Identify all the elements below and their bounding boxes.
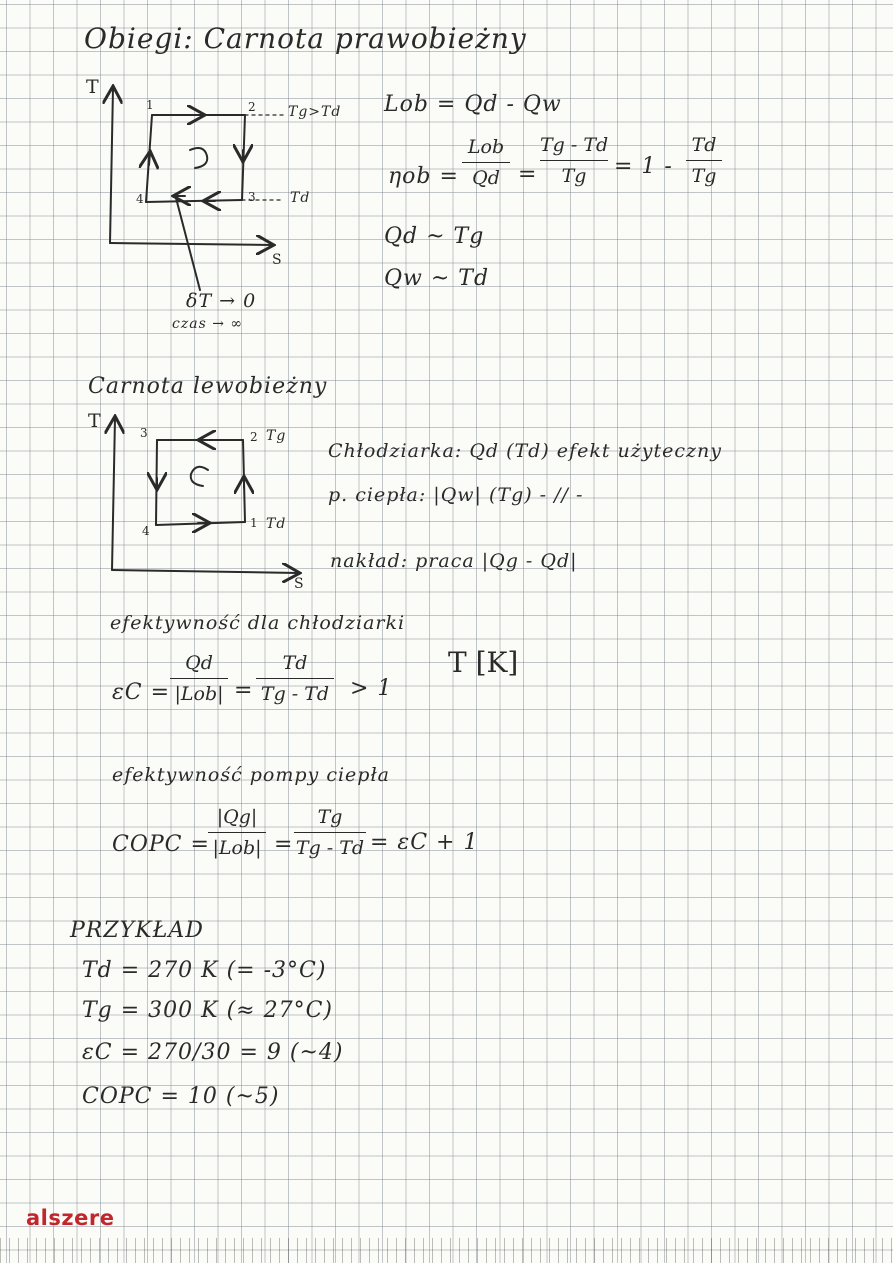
corner-label: 1	[146, 98, 154, 112]
cop-pump-lhs: COPC =	[112, 832, 210, 857]
corner-label: 2	[250, 430, 258, 444]
fraction	[208, 806, 266, 859]
unit-note: T [K]	[448, 646, 519, 679]
denominator: |Lob|	[212, 837, 262, 859]
greater-than-one: > 1	[350, 676, 393, 701]
section-heading: efektywność pompy ciepła	[112, 764, 390, 786]
axis-t-label: T	[86, 76, 99, 98]
numerator: Qd	[185, 652, 213, 674]
cop-fridge-lhs: εC =	[112, 680, 171, 705]
denominator: Tg - Td	[295, 837, 365, 859]
corner-label: 3	[140, 426, 148, 440]
t-axis	[110, 88, 113, 243]
denominator: Tg - Td	[260, 683, 330, 705]
section-heading: efektywność dla chłodziarki	[110, 612, 406, 634]
corner-label: 4	[136, 192, 144, 206]
example-cop: COPC = 10 (~5)	[82, 1084, 280, 1109]
fraction	[256, 652, 334, 705]
page-title: Obiegi: Carnota prawobieżny	[84, 22, 527, 55]
fraction	[540, 134, 608, 187]
s-axis-2	[112, 570, 298, 573]
td-level-label: Td	[266, 516, 287, 532]
corner-label: 4	[142, 524, 150, 538]
denominator: Qd	[472, 167, 500, 189]
efficiency-mid: = 1 -	[614, 154, 673, 179]
example-heading: PRZYKŁAD	[70, 918, 204, 943]
delta-label: δT → 0	[186, 290, 257, 312]
tg-level-label: Tg	[266, 428, 287, 444]
proportion-qd: Qd ~ Tg	[384, 224, 485, 249]
fraction	[170, 652, 228, 705]
fraction	[686, 134, 722, 187]
cop-relation: = εC + 1	[370, 830, 479, 855]
denominator: |Lob|	[174, 683, 224, 705]
equals-sign: =	[518, 162, 537, 187]
page-edge	[0, 1238, 893, 1263]
time-label: czas → ∞	[172, 316, 244, 332]
cycle-direction-icon-2	[191, 467, 208, 486]
axis-t-label: T	[88, 410, 101, 432]
axis-s-label: S	[294, 576, 304, 592]
example-tg: Tg = 300 K (≈ 27°C)	[82, 998, 334, 1023]
denominator: Tg	[691, 165, 717, 187]
td-level-label: Td	[290, 190, 311, 206]
example-td: Td = 270 K (= -3°C)	[82, 958, 327, 983]
heat-pump-line: p. ciepła: |Qw| (Tg) - // -	[328, 484, 584, 506]
proportion-qw: Qw ~ Td	[384, 266, 490, 291]
fridge-line: Chłodziarka: Qd (Td) efekt użyteczny	[328, 440, 722, 462]
axis-s-label: S	[272, 252, 282, 268]
corner-label: 1	[250, 516, 258, 530]
numerator: Tg - Td	[540, 134, 609, 156]
equals-sign: =	[234, 678, 253, 703]
fraction	[462, 136, 510, 189]
cycle-bottom	[146, 200, 242, 202]
s-axis	[110, 243, 272, 245]
work-input-line: nakład: praca |Qg - Qd|	[330, 550, 578, 572]
ts-diagram-right-cycle	[110, 88, 285, 290]
watermark-logo: alszere	[26, 1206, 115, 1230]
example-eps: εC = 270/30 = 9 (~4)	[82, 1040, 344, 1065]
numerator: Tg	[317, 806, 343, 828]
denominator: Tg	[561, 165, 587, 187]
work-equation: Lob = Qd - Qw	[384, 92, 562, 117]
efficiency-lhs: ηob =	[388, 164, 459, 189]
corner-label: 2	[248, 100, 256, 114]
numerator: Lob	[467, 136, 505, 158]
cycle-direction-icon	[190, 148, 207, 168]
t-axis-2	[112, 418, 115, 570]
section-heading: Carnota lewobieżny	[88, 374, 328, 399]
tg-level-label: Tg>Td	[288, 104, 342, 120]
fraction	[294, 806, 366, 859]
corner-label: 3	[248, 190, 256, 204]
equals-sign: =	[274, 832, 293, 857]
numerator: Td	[282, 652, 308, 674]
numerator: |Qg|	[216, 806, 258, 828]
numerator: Td	[691, 134, 717, 156]
